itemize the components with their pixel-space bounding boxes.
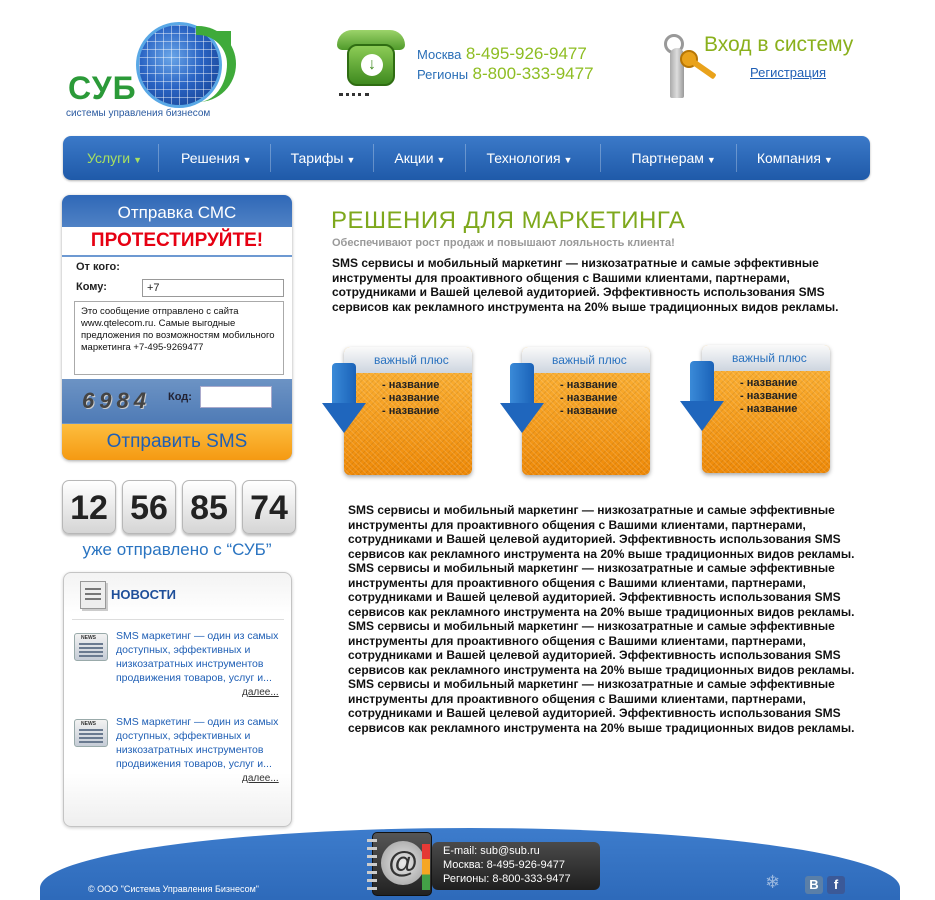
from-label: От кого: <box>76 261 120 273</box>
footer-moscow: Москва: 8-495-926-9477 <box>443 859 565 871</box>
chevron-down-icon: ▼ <box>823 155 833 165</box>
news-thumb-icon <box>74 719 108 747</box>
chevron-down-icon: ▼ <box>346 155 356 165</box>
nav-item-resheniya[interactable]: Решения ▼ <box>159 144 271 172</box>
plus-card-title: важный плюс <box>374 353 449 367</box>
snowflake-icon: ❄ <box>765 872 781 892</box>
plus-card-item: - название <box>740 403 798 415</box>
arrow-down-icon <box>680 361 724 431</box>
footer-regions: Регионы: 8-800-333-9477 <box>443 873 571 885</box>
footer-email[interactable]: E-mail: sub@sub.ru <box>443 845 540 857</box>
news-thumb-icon <box>74 633 108 661</box>
message-textarea[interactable]: Это сообщение отправлено с сайта www.qtelecom.ru. Самые выгодные предложения по возможностям мобильного маркетинга +7-495-9269477 <box>74 301 284 375</box>
counter-label: уже отправлено с “СУБ” <box>82 540 272 559</box>
arrow-icon <box>196 26 236 102</box>
sms-form <box>62 257 292 379</box>
plus-card <box>500 343 660 477</box>
plus-card-item: - название <box>382 379 440 391</box>
login-link[interactable]: Вход в систему <box>704 33 854 56</box>
send-sms-button[interactable]: Отправить SMS <box>62 424 292 460</box>
page-subtitle: Обеспечивают рост продаж и повышают лояльность клиента! <box>332 237 675 249</box>
sms-widget <box>62 195 292 460</box>
plus-card-item: - название <box>740 377 798 389</box>
code-input[interactable] <box>200 386 272 408</box>
moscow-label: Москва <box>417 47 462 62</box>
chevron-down-icon: ▼ <box>706 155 716 165</box>
news-panel <box>63 572 292 827</box>
plus-card-item: - название <box>382 405 440 417</box>
newspaper-icon <box>80 581 106 609</box>
nav-item-tarify[interactable]: Тарифы ▼ <box>271 144 375 172</box>
plus-card-title: важный плюс <box>552 353 627 367</box>
page-title: РЕШЕНИЯ ДЛЯ МАРКЕТИНГА <box>331 207 686 234</box>
address-book-icon: @ <box>372 832 432 896</box>
regions-phone: 8-800-333-9477 <box>472 64 594 83</box>
captcha-row <box>62 379 292 423</box>
plus-card-item: - название <box>560 379 618 391</box>
counter-digit: 85 <box>182 480 236 534</box>
plus-card-item: - название <box>382 392 440 404</box>
code-label: Код: <box>168 391 192 403</box>
copyright: © ООО "Система Управления Бизнесом" <box>88 884 259 894</box>
counter-digit: 74 <box>242 480 296 534</box>
news-more-link[interactable]: далее... <box>242 773 279 784</box>
nav-item-partneram[interactable]: Партнерам ▼ <box>601 144 736 172</box>
footer-contacts <box>432 842 600 890</box>
footer <box>0 828 935 900</box>
nav-item-kompaniya[interactable]: Компания ▼ <box>756 150 833 166</box>
facebook-icon[interactable]: f <box>827 876 845 894</box>
contacts <box>417 44 594 84</box>
intro-text: SMS сервисы и мобильный маркетинг — низкозатратные и самые эффективные инструменты для проактивного общения с Вашими клиентами, партнерами, сотрудниками и Вашей целевой аудиторией. Эффективность использования SMS сервисов как рекламного инструмента на 20% выше традиционных видов рекламы. <box>332 256 839 314</box>
phone-icon: ↓ <box>335 30 407 96</box>
logo-tagline: системы управления бизнесом <box>66 108 211 119</box>
regions-label: Регионы <box>417 67 469 82</box>
plus-card <box>322 343 482 477</box>
body-paragraph: SMS сервисы и мобильный маркетинг — низкозатратные и самые эффективные инструменты для проактивного общения с Вашими клиентами, партнерами, сотрудниками и Вашей целевой аудиторией. Эффективность использования SMS сервисов как рекламного инструмента на 20% выше традиционных видов рекламы. <box>348 619 855 677</box>
plus-card-item: - название <box>560 392 618 404</box>
body-paragraph: SMS сервисы и мобильный маркетинг — низкозатратные и самые эффективные инструменты для проактивного общения с Вашими клиентами, партнерами, сотрудниками и Вашей целевой аудиторией. Эффективность использования SMS сервисов как рекламного инструмента на 20% выше традиционных видов рекламы. <box>348 677 855 735</box>
captcha-image: 6984 <box>82 388 151 413</box>
plus-card-item: - название <box>740 390 798 402</box>
plus-card <box>680 341 840 475</box>
sent-counter <box>62 480 296 534</box>
news-text[interactable]: SMS маркетинг — один из самых доступных, эффективных и низкозатратных инструментов продвижения товаров, услуг и... <box>116 630 279 684</box>
logo[interactable] <box>64 12 244 122</box>
logo-name: СУБ <box>68 70 137 106</box>
counter-digit: 12 <box>62 480 116 534</box>
chevron-down-icon: ▼ <box>436 155 446 165</box>
arrow-down-icon <box>500 363 544 433</box>
body-paragraph: SMS сервисы и мобильный маркетинг — низкозатратные и самые эффективные инструменты для проактивного общения с Вашими клиентами, партнерами, сотрудниками и Вашей целевой аудиторией. Эффективность использования SMS сервисов как рекламного инструмента на 20% выше традиционных видов рекламы. <box>348 561 855 619</box>
body-paragraph: SMS сервисы и мобильный маркетинг — низкозатратные и самые эффективные инструменты для проактивного общения с Вашими клиентами, партнерами, сотрудниками и Вашей целевой аудиторией. Эффективность использования SMS сервисов как рекламного инструмента на 20% выше традиционных видов рекламы. <box>348 503 855 561</box>
register-link[interactable]: Регистрация <box>750 65 826 80</box>
vk-icon[interactable]: В <box>805 876 823 894</box>
sms-title: Отправка СМС <box>117 203 237 222</box>
moscow-phone: 8-495-926-9477 <box>465 44 587 63</box>
counter-digit: 56 <box>122 480 176 534</box>
chevron-down-icon: ▼ <box>242 155 252 165</box>
plus-card-title: важный плюс <box>732 351 807 365</box>
nav-item-aktsii[interactable]: Акции ▼ <box>374 144 466 172</box>
nav-item-tekhnologiya[interactable]: Технология ▼ <box>466 144 601 172</box>
plus-card-item: - название <box>560 405 618 417</box>
chevron-down-icon: ▼ <box>563 155 573 165</box>
nav-item-uslugi[interactable]: Услуги ▼ <box>63 144 159 172</box>
chevron-down-icon: ▼ <box>133 155 142 165</box>
to-input[interactable]: +7 <box>142 279 284 297</box>
main-nav <box>63 136 870 180</box>
to-label: Кому: <box>76 281 107 293</box>
news-more-link[interactable]: далее... <box>242 687 279 698</box>
news-text[interactable]: SMS маркетинг — один из самых доступных, эффективных и низкозатратных инструментов продвижения товаров, услуг и... <box>116 716 279 770</box>
sms-subtitle: ПРОТЕСТИРУЙТЕ! <box>62 227 292 255</box>
arrow-down-icon <box>322 363 366 433</box>
news-title: НОВОСТИ <box>111 587 177 602</box>
